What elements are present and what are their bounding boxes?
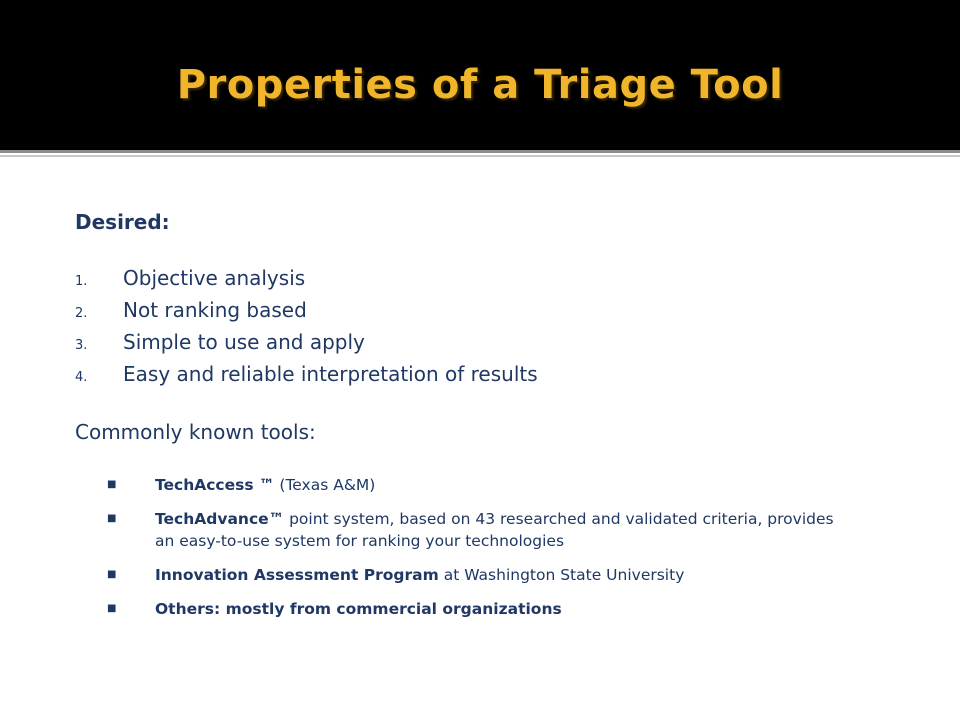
list-item [107, 564, 935, 586]
tool-name: TechAdvance™ [155, 510, 285, 528]
list-item [75, 298, 935, 330]
list-text: Objective analysis [123, 266, 306, 290]
list-number: 3. [75, 338, 88, 353]
square-bullet-icon: ■ [107, 479, 117, 490]
list-item [107, 598, 935, 620]
list-number: 1. [75, 274, 88, 289]
list-item [75, 266, 935, 298]
tools-heading: Commonly known tools: [75, 420, 316, 444]
slide-content [75, 210, 935, 632]
slide-title: Properties of a Triage Tool [176, 62, 784, 108]
list-text: Easy and reliable interpretation of results [123, 362, 538, 386]
tools-list [75, 474, 935, 620]
list-text: Not ranking based [123, 298, 307, 322]
square-bullet-icon: ■ [107, 513, 117, 524]
list-number: 4. [75, 370, 88, 385]
tool-detail: at Washington State University [438, 566, 685, 584]
tool-name: Others: mostly from commercial organizations [155, 600, 562, 618]
tool-description [155, 508, 855, 552]
tool-name: TechAccess ™ [155, 476, 275, 494]
tool-description [155, 598, 855, 620]
list-text: Simple to use and apply [123, 330, 365, 354]
tool-name: Innovation Assessment Program [155, 566, 439, 584]
list-item [75, 330, 935, 362]
list-item [107, 508, 935, 552]
list-item [75, 362, 935, 394]
desired-list [75, 266, 935, 394]
list-item [107, 474, 935, 496]
title-divider-secondary [0, 155, 960, 157]
tool-description [155, 564, 855, 586]
tool-detail: point system, based on 43 researched and validated criteria, provides an easy-to-use system for ranking your technologies [155, 510, 834, 550]
title-divider [0, 150, 960, 153]
list-number: 2. [75, 306, 88, 321]
square-bullet-icon: ■ [107, 569, 117, 580]
square-bullet-icon: ■ [107, 603, 117, 614]
tool-description [155, 474, 855, 496]
desired-heading: Desired: [75, 210, 170, 234]
tool-detail: (Texas A&M) [274, 476, 376, 494]
